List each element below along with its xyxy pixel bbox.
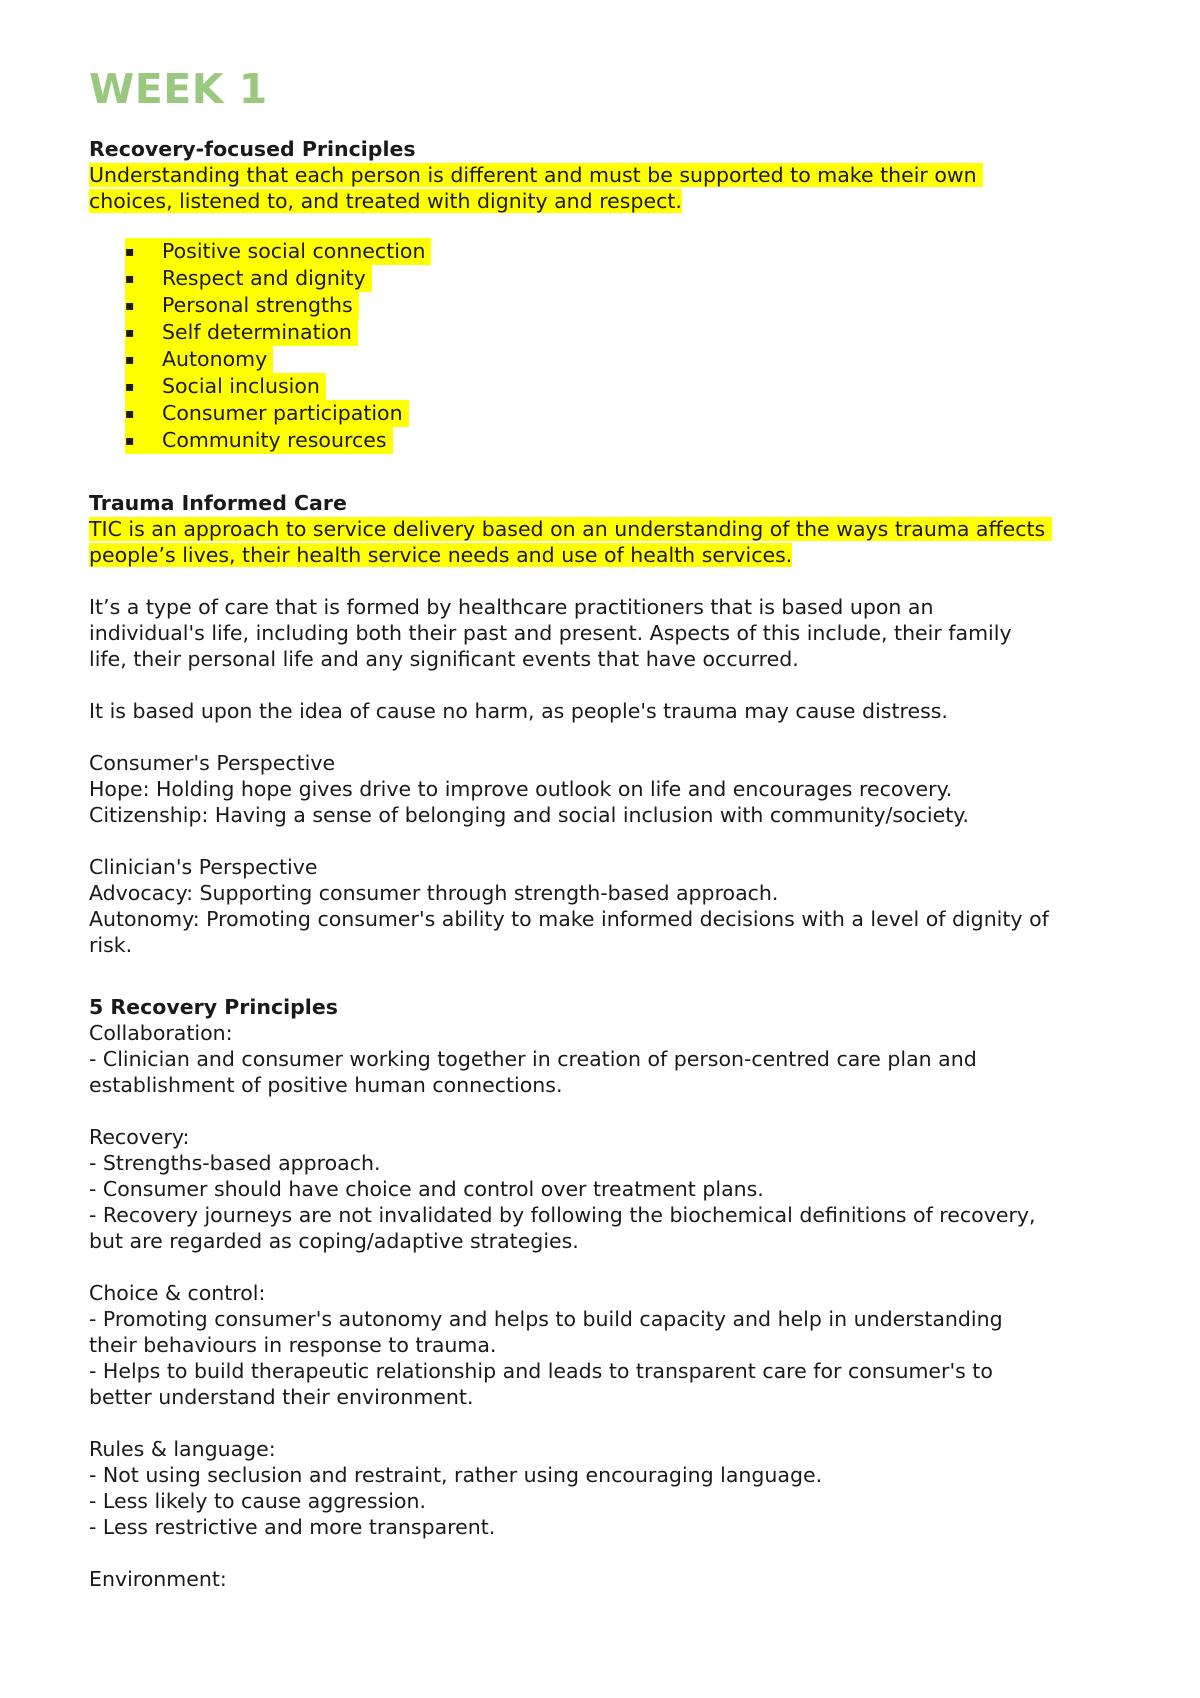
section-heading-five-principles: 5 Recovery Principles [89, 995, 338, 1019]
rules-language-item: - Less likely to cause aggression. [89, 1489, 426, 1513]
environment-label: Environment: [89, 1567, 227, 1591]
tic-definition-trailing-space [1045, 517, 1052, 541]
clinician-perspective-heading: Clinician's Perspective [89, 855, 318, 879]
section-heading-trauma-informed-care: Trauma Informed Care [89, 491, 347, 515]
choice-control-item: their behaviours in response to trauma. [89, 1333, 497, 1357]
clinician-autonomy-line: risk. [89, 933, 133, 957]
square-bullet-icon: ▪ [125, 352, 135, 368]
spacer [89, 1254, 1149, 1280]
square-bullet-icon: ▪ [125, 271, 135, 287]
list-item-label: Consumer participation [162, 401, 403, 425]
recovery-item: - Recovery journeys are not invalidated by following the biochemical definitions of recovery, [89, 1203, 1036, 1227]
list-item [125, 373, 1149, 400]
tic-paragraph-line: It’s a type of care that is formed by healthcare practitioners that is based upon an [89, 595, 934, 619]
recovery-label: Recovery: [89, 1125, 190, 1149]
square-bullet-icon: ▪ [125, 406, 135, 422]
tic-definition [89, 516, 1149, 542]
choice-control-item: - Helps to build therapeutic relationship and leads to transparent care for consumer's to [89, 1359, 993, 1383]
choice-control-item: better understand their environment. [89, 1385, 474, 1409]
consumer-hope: Hope: Holding hope gives drive to improve outlook on life and encourages recovery. [89, 777, 953, 801]
list-item [125, 427, 1149, 454]
spacer [89, 1540, 1149, 1566]
list-item [125, 346, 1149, 373]
choice-control-label: Choice & control: [89, 1281, 266, 1305]
recovery-intro-line1: Understanding that each person is different and must be supported to make their own [89, 163, 977, 187]
spacer [89, 1098, 1149, 1124]
list-item [125, 319, 1149, 346]
list-item-label: Personal strengths [162, 293, 353, 317]
collaboration-line: - Clinician and consumer working together in creation of person-centred care plan and [89, 1047, 977, 1071]
list-item-label: Respect and dignity [162, 266, 366, 290]
recovery-intro-cont [89, 188, 1149, 214]
consumer-perspective-heading: Consumer's Perspective [89, 751, 336, 775]
list-item [125, 292, 1149, 319]
recovery-intro [89, 162, 1149, 188]
spacer [89, 672, 1149, 698]
choice-control-item: - Promoting consumer's autonomy and helps to build capacity and help in understanding [89, 1307, 1003, 1331]
square-bullet-icon: ▪ [125, 244, 135, 260]
clinician-autonomy-line: Autonomy: Promoting consumer's ability to make informed decisions with a level of dignity of [89, 907, 1049, 931]
tic-paragraph-line: life, their personal life and any significant events that have occurred. [89, 647, 799, 671]
list-item [125, 265, 1149, 292]
collaboration-label: Collaboration: [89, 1021, 233, 1045]
spacer [89, 828, 1149, 854]
square-bullet-icon: ▪ [125, 325, 135, 341]
recovery-intro-trailing-space [977, 163, 984, 187]
spacer [89, 454, 1149, 490]
recovery-item: but are regarded as coping/adaptive strategies. [89, 1229, 579, 1253]
list-item [125, 238, 1149, 265]
tic-paragraph-line: individual's life, including both their past and present. Aspects of this include, their family [89, 621, 1012, 645]
page-title: WEEK 1 [89, 65, 268, 113]
spacer [89, 958, 1149, 994]
consumer-citizenship: Citizenship: Having a sense of belonging and social inclusion with community/society. [89, 803, 969, 827]
tic-definition-line1: TIC is an approach to service delivery based on an understanding of the ways trauma affects [89, 517, 1046, 541]
recovery-intro-line2: choices, listened to, and treated with dignity and respect. [89, 189, 682, 213]
section-heading-recovery-focused: Recovery-focused Principles [89, 137, 416, 161]
clinician-advocacy: Advocacy: Supporting consumer through strength-based approach. [89, 881, 779, 905]
spacer [89, 214, 1149, 238]
rules-language-item: - Not using seclusion and restraint, rather using encouraging language. [89, 1463, 823, 1487]
square-bullet-icon: ▪ [125, 379, 135, 395]
square-bullet-icon: ▪ [125, 433, 135, 449]
document-content [89, 64, 1149, 1592]
list-item-label: Social inclusion [162, 374, 320, 398]
recovery-principles-list [89, 238, 1149, 454]
spacer [89, 1410, 1149, 1436]
square-bullet-icon: ▪ [125, 298, 135, 314]
collaboration-line: establishment of positive human connections. [89, 1073, 563, 1097]
list-item-label: Community resources [162, 428, 387, 452]
tic-definition-cont [89, 542, 1149, 568]
rules-language-item: - Less restrictive and more transparent. [89, 1515, 496, 1539]
tic-paragraph-cause-no-harm: It is based upon the idea of cause no harm, as people's trauma may cause distress. [89, 699, 948, 723]
rules-language-label: Rules & language: [89, 1437, 276, 1461]
tic-definition-line2: people’s lives, their health service needs and use of health services. [89, 543, 793, 567]
spacer [89, 724, 1149, 750]
recovery-item: - Strengths-based approach. [89, 1151, 381, 1175]
list-item-label: Self determination [162, 320, 352, 344]
list-item-label: Positive social connection [162, 239, 426, 263]
recovery-item: - Consumer should have choice and control over treatment plans. [89, 1177, 764, 1201]
list-item [125, 400, 1149, 427]
list-item-label: Autonomy [162, 347, 268, 371]
spacer [89, 568, 1149, 594]
